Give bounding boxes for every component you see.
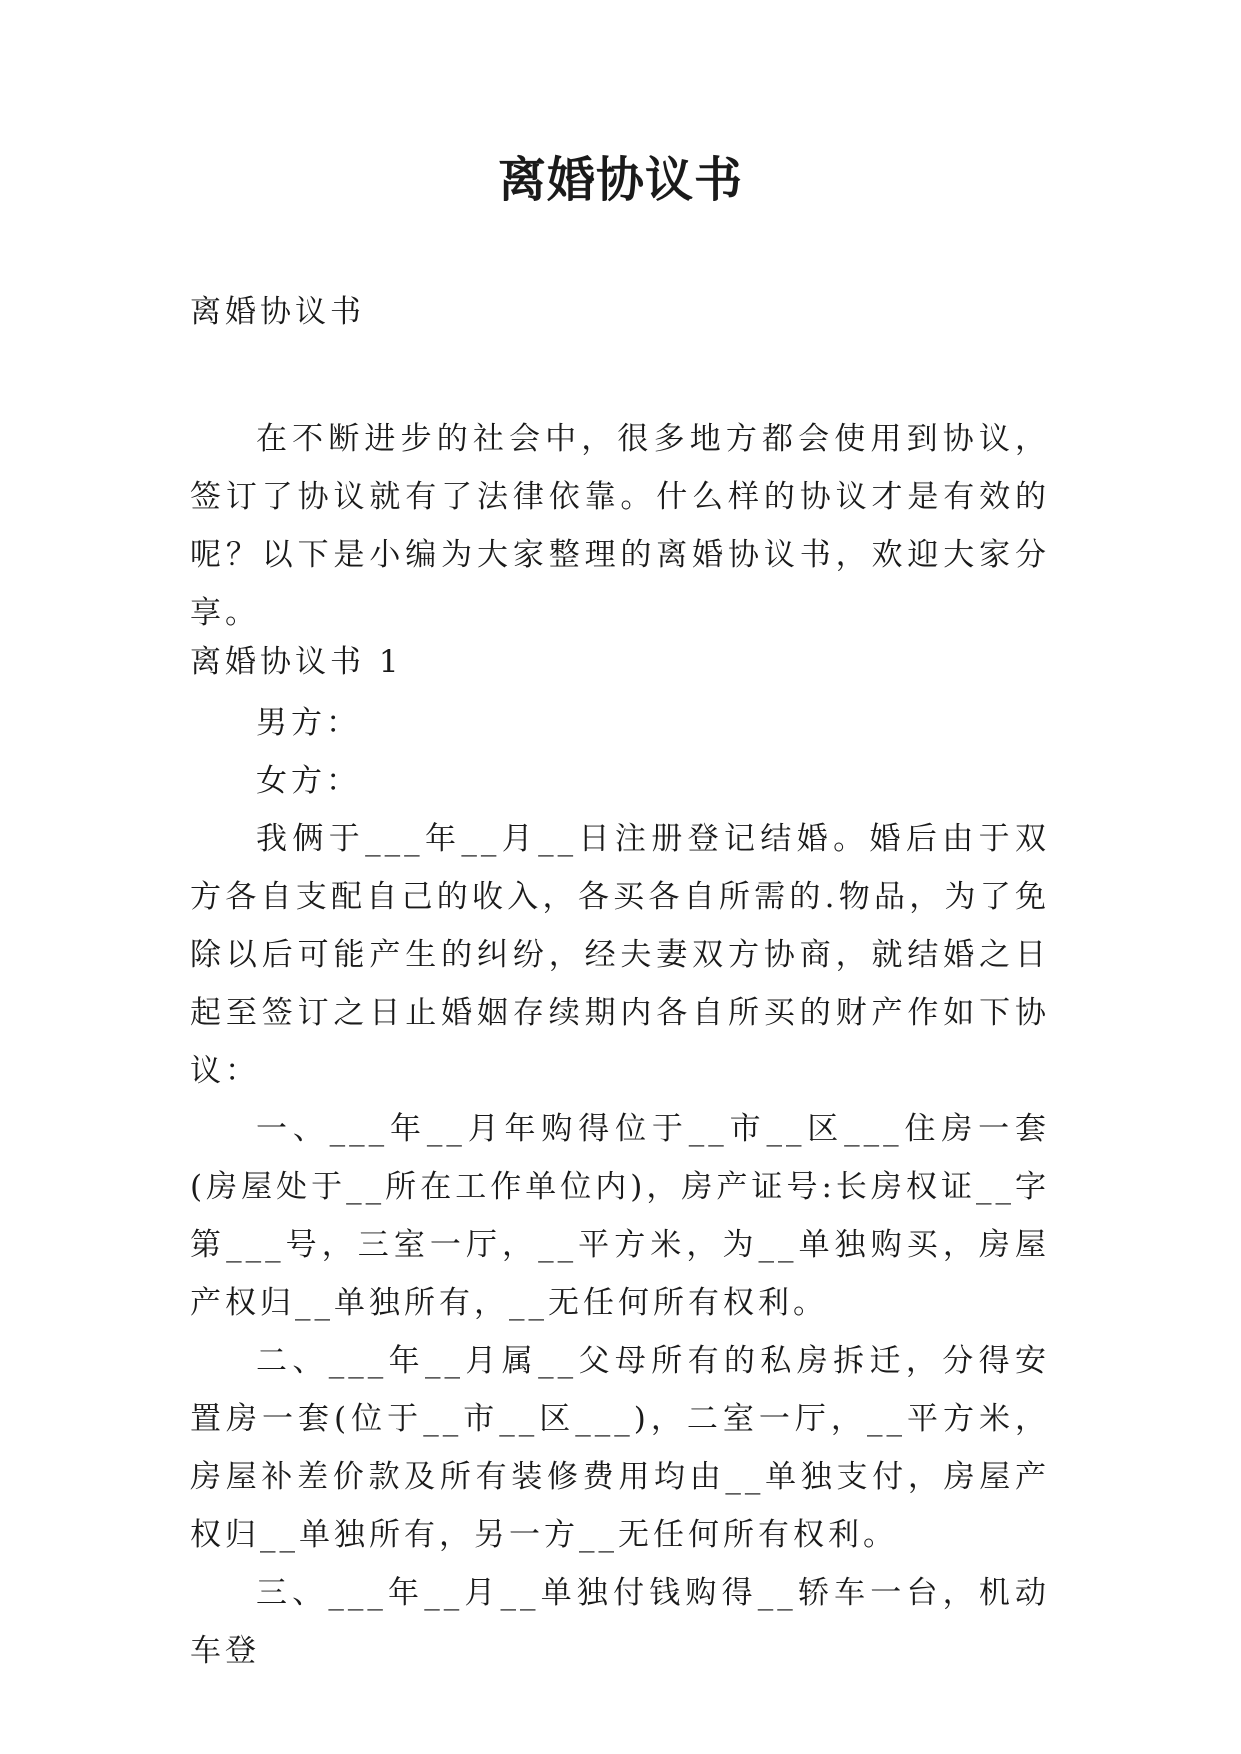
section-heading: 离婚协议书 1 [190,644,403,680]
marriage-statement-paragraph: 我俩于___年__月__日注册登记结婚。婚后由于双方各自支配自己的收入，各买各自所需的.物品，为了免除以后可能产生的纠纷，经夫妻双方协商，就结婚之日起至签订之日止婚姻存续期内各自所买的财产作如下协议： [190,821,1050,1089]
intro-paragraph: 在不断进步的社会中，很多地方都会使用到协议，签订了协议就有了法律依靠。什么样的协议才是有效的呢？以下是小编为大家整理的离婚协议书，欢迎大家分享。 [190,421,1050,631]
clause-three-paragraph: 三、___年__月__单独付钱购得__轿车一台，机动车登 [190,1575,1050,1669]
agreement-body [190,694,1050,1680]
document-subtitle: 离婚协议书 [190,294,365,330]
male-party-line: 男方： [256,705,361,741]
female-party-line: 女方： [256,763,361,799]
document-title: 离婚协议书 [497,152,743,208]
clause-two-paragraph: 二、___年__月属__父母所有的私房拆迁，分得安置房一套(位于__市__区___)，二室一厅，__平方米，房屋补差价款及所有装修费用均由__单独支付，房屋产权归__单独所有，另一方__无任何所有权利。 [190,1343,1050,1553]
clause-one-paragraph: 一、___年__月年购得位于__市__区___住房一套(房屋处于__所在工作单位内)，房产证号:长房权证__字第___号，三室一厅，__平方米，为__单独购买，房屋产权归__单独所有，__无任何所有权利。 [190,1111,1050,1321]
